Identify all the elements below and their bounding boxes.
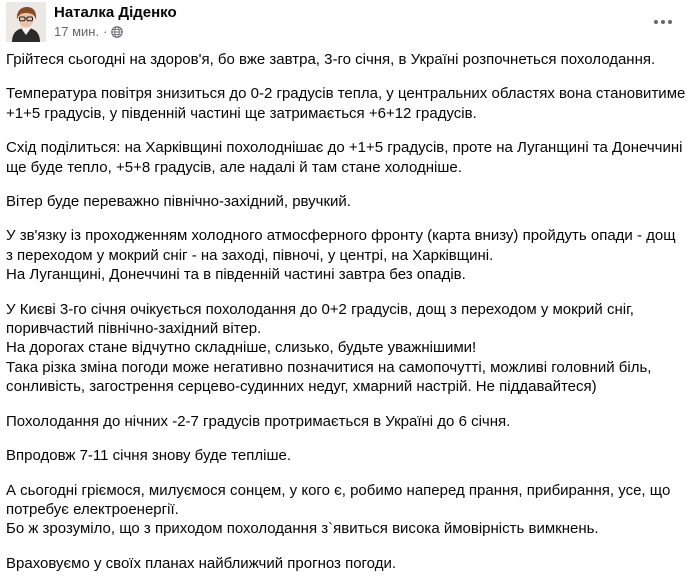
post-text-line: Грійтеся сьогодні на здоров'я, бо вже завтра, 3-го січня, в Україні розпочнеться похолодання. xyxy=(6,51,656,68)
post-paragraph xyxy=(6,84,686,123)
post-paragraph xyxy=(6,300,676,397)
post-text-line: На Луганщині, Донеччині та в південній частині завтра без опадів. xyxy=(6,266,466,284)
post-text-line: сонливість, загострення серцево-судинних недуг, хмарний настрій. Не піддавайтеся) xyxy=(6,378,597,396)
post-text-line: Така різка зміна погоди може негативно позначитися на самопочутті, можливі головний біль, xyxy=(6,358,652,376)
post-paragraph xyxy=(6,226,676,284)
post-paragraph xyxy=(6,481,676,539)
more-options-icon[interactable] xyxy=(650,12,676,32)
post-paragraph xyxy=(6,412,676,431)
post-text xyxy=(6,50,686,588)
post-text-line: Температура повітря знизиться до 0-2 градусів тепла, у центральних областях вона становитиме xyxy=(6,85,686,103)
post-time[interactable]: 17 мин. xyxy=(54,24,100,39)
post-paragraph xyxy=(6,554,676,573)
author-name[interactable]: Наталка Діденко xyxy=(54,4,177,21)
meta-separator: · xyxy=(103,24,108,39)
post-paragraph xyxy=(6,446,676,465)
post-text-line: Впродовж 7-11 січня знову буде тепліше. xyxy=(6,447,292,465)
post-paragraph xyxy=(6,192,676,211)
post-paragraph xyxy=(6,138,683,177)
post-paragraph xyxy=(6,50,676,69)
post-text-line: А сьогодні гріємося, милуємося сонцем, у кого є, робимо наперед прання, прибирання, усе, що xyxy=(6,481,671,499)
post-text-line: Вітер буде переважно північно-західний, рвучкий. xyxy=(6,193,351,211)
post-text-line: ще буде тепло, +5+8 градусів, але надалі й там стане холодніше. xyxy=(6,158,462,176)
post-text-line: Схід поділиться: на Харківщині похолоднішає до +1+5 градусів, проте на Луганщині та Донеччині xyxy=(6,139,683,157)
avatar[interactable] xyxy=(6,2,46,42)
post-text-line: На дорогах стане відчутно складніше, слизько, будьте уважнішими! xyxy=(6,339,477,357)
post-meta xyxy=(54,24,123,39)
post-header xyxy=(6,2,682,42)
post-text-line: Враховуємо у своїх планах найближчий прогноз погоди. xyxy=(6,554,396,572)
globe-icon[interactable] xyxy=(111,26,123,38)
post-text-line: потребує електроенергії. xyxy=(6,500,179,518)
post-text-line: поривчастий північно-західний вітер. xyxy=(6,320,262,338)
post-text-line: У зв'язку із проходженням холодного атмосферного фронту (карта внизу) пройдуть опади - дощ xyxy=(6,227,676,245)
post-text-line: У Києві 3-го січня очікується похолодання до 0+2 градусів, дощ з переходом у мокрий сніг, xyxy=(6,300,634,318)
avatar-image xyxy=(6,2,46,42)
post-text-line: Похолодання до нічних -2-7 градусів протримається в Україні до 6 січня. xyxy=(6,412,511,430)
post-text-line: Бо ж зрозуміло, що з приходом похолодання з`явиться висока ймовірність вимкнень. xyxy=(6,520,599,538)
post-text-line: з переходом у мокрий сніг - на заході, півночі, у центрі, на Харківщині. xyxy=(6,246,494,264)
post-text-line: +1+5 градусів, у південній частині ще затримається +6+12 градусів. xyxy=(6,104,477,122)
